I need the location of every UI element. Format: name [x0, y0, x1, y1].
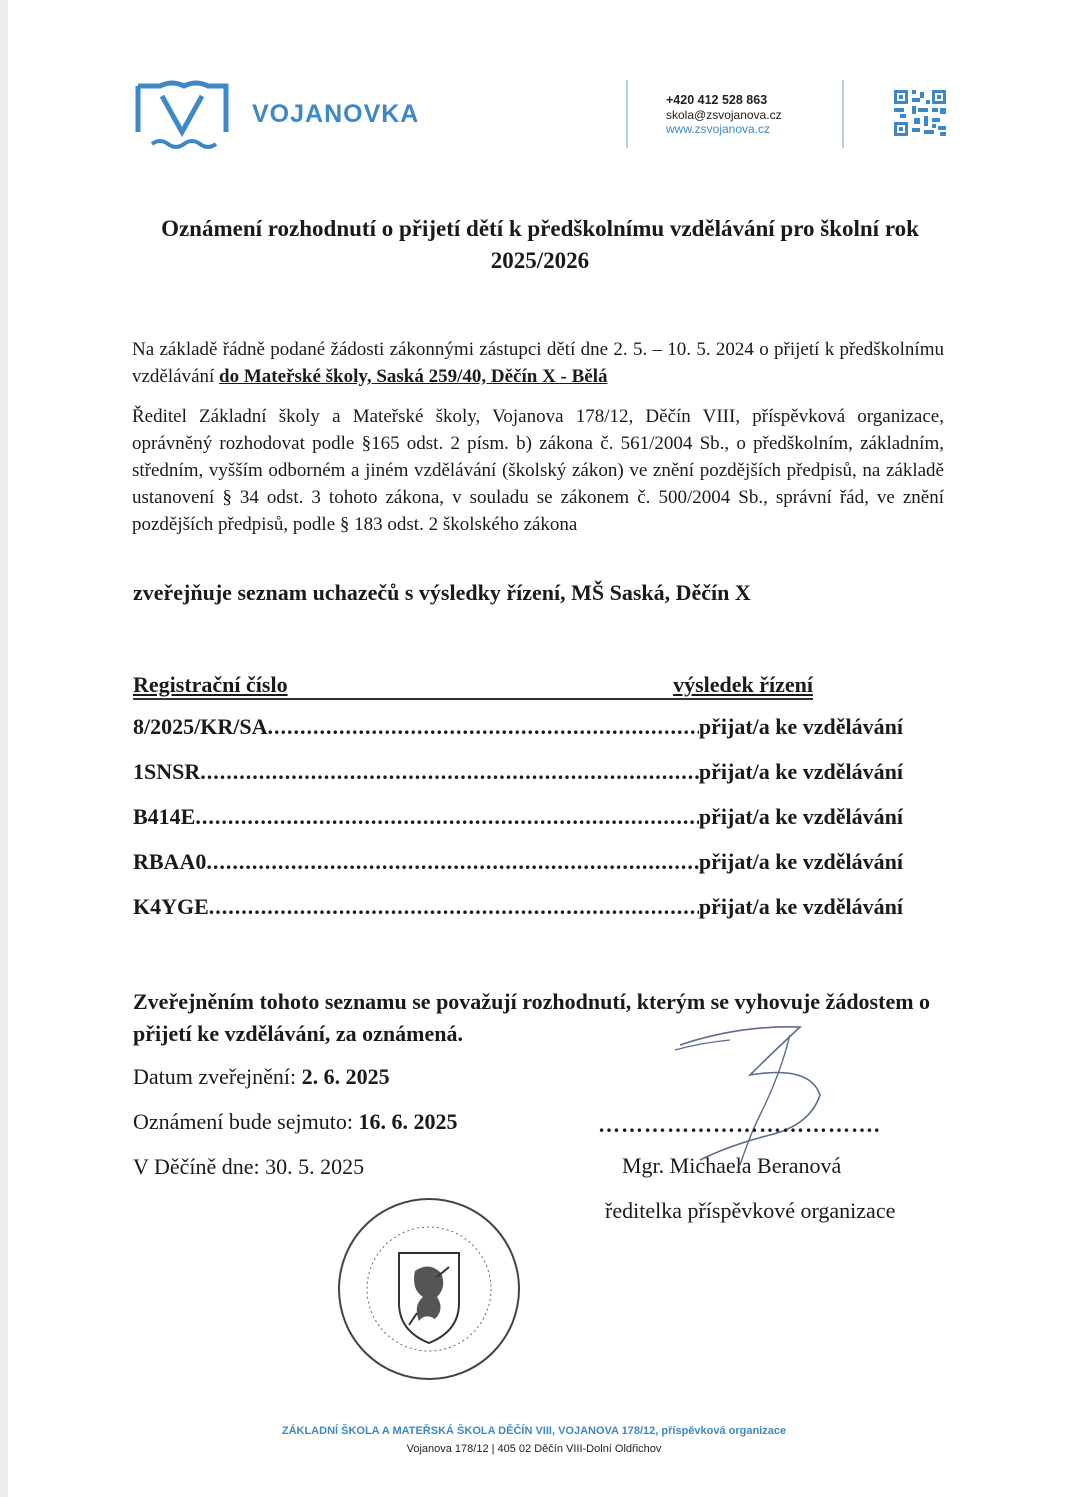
signatory-name: Mgr. Michaela Beranová [622, 1153, 842, 1178]
intro-paragraph [132, 336, 944, 390]
intro-school-address: do Mateřské školy, Saská 259/40, Děčín X - Bělá [219, 366, 608, 387]
removal-label: Oznámení bude sejmuto: [133, 1109, 359, 1134]
result-value: přijat/a ke vzdělávání [698, 714, 903, 739]
legal-paragraph: Ředitel Základní školy a Mateřské školy, Vojanova 178/12, Děčín VIII, příspěvková organizace, oprávněný rozhodovat podle §165 odst. 2 písm. b) zákona č. 561/2004 Sb., o předškolním, základním, středním, vyšším odborném a jiném vzdělávání (školský zákon) ve znění pozdějších předpisů, na základě ustanovení § 34 odst. 3 tohoto zákona, v souladu se zákonem č. 500/2004 Sb., správní řád, ve znění pozdějších předpisů, podle § 183 odst. 2 školského zákona [132, 406, 944, 535]
contact-email: skola@zsvojanova.cz [666, 107, 782, 122]
registration-number: B414E [133, 804, 196, 829]
publication-note: Zveřejněním tohoto seznamu se považují rozhodnutí, kterým se vyhovuje žádostem o přijetí ke vzdělávání, za oznámená. [133, 989, 931, 1046]
contact-phone: +420 412 528 863 [666, 93, 768, 107]
leader-dots [209, 894, 699, 920]
page-edge [0, 0, 8, 1497]
table-row [133, 849, 903, 879]
removal-value: 16. 6. 2025 [358, 1109, 458, 1134]
table-row [133, 804, 903, 834]
column-registration: Registrační číslo [133, 672, 288, 697]
removal-date [133, 1109, 457, 1135]
result-value: přijat/a ke vzdělávání [698, 804, 903, 829]
footer-address: Vojanova 178/12 | 405 02 Děčín VIII-Dolní Oldřichov [406, 1443, 662, 1455]
result-value: přijat/a ke vzdělávání [698, 849, 903, 874]
table-row [133, 759, 903, 789]
published-date [133, 1064, 390, 1090]
registration-number: K4YGE [133, 894, 209, 919]
header-divider-right [842, 80, 844, 148]
header-divider [626, 80, 628, 148]
leader-dots [267, 714, 698, 740]
table-row [133, 894, 903, 924]
publish-statement: zveřejňuje seznam uchazečů s výsledky řízení, MŠ Saská, Děčín X [133, 580, 751, 605]
published-value: 2. 6. 2025 [301, 1064, 390, 1089]
registration-number: 1SNSR [133, 759, 201, 784]
document-title: Oznámení rozhodnutí o přijetí dětí k předškolnímu vzdělávání pro školní rok 2025/2026 [161, 216, 919, 273]
contact-website: www.zsvojanova.cz [666, 122, 771, 136]
result-value: přijat/a ke vzdělávání [698, 894, 903, 919]
intro-text: Na základě řádně podané žádosti zákonnými zástupci dětí dne 2. 5. – 10. 5. 2024 o přijetí k předškolnímu vzdělávání [132, 339, 944, 387]
leader-dots [195, 804, 699, 830]
signature-line: ………………………………. [598, 1112, 881, 1137]
footer-school-name: ZÁKLADNÍ ŠKOLA A MATEŘSKÁ ŠKOLA DĚČÍN VIII, VOJANOVA 178/12, příspěvková organizace [281, 1425, 787, 1437]
table-row [133, 714, 903, 744]
qr-code-icon [894, 90, 946, 136]
registration-number: 8/2025/KR/SA [133, 714, 268, 739]
school-stamp-icon [333, 1193, 525, 1385]
column-result: výsledek řízení [673, 672, 813, 697]
registration-number: RBAA0 [133, 849, 207, 874]
result-value: přijat/a ke vzdělávání [698, 759, 903, 784]
leader-dots [200, 759, 699, 785]
v-wave-logo-icon [134, 78, 234, 152]
place-date: V Děčíně dne: 30. 5. 2025 [133, 1154, 365, 1179]
published-label: Datum zveřejnění: [133, 1064, 302, 1089]
contact-block [666, 93, 782, 137]
results-table-header [133, 672, 813, 700]
signatory-role: ředitelka příspěvkové organizace [605, 1198, 896, 1223]
brand-name: VOJANOVKA [252, 100, 420, 128]
leader-dots [206, 849, 699, 875]
